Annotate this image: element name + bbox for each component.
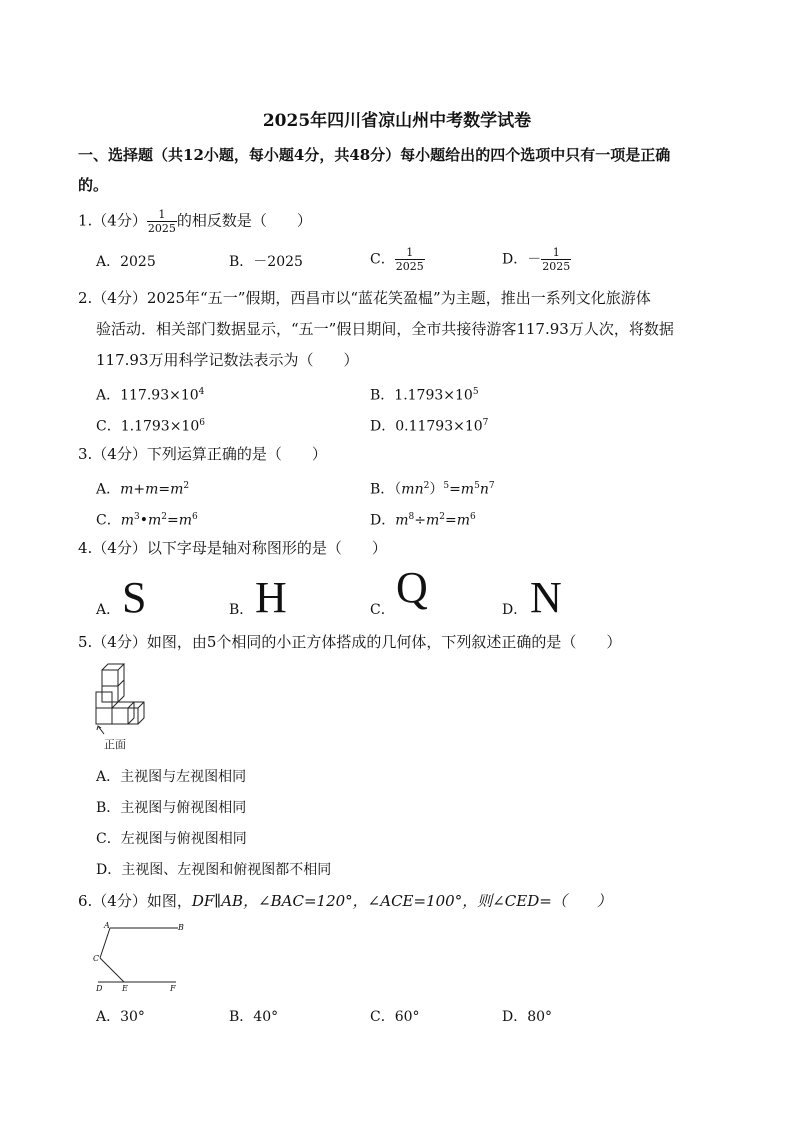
q4-option-d-label[interactable]: D． (502, 602, 528, 618)
q4-option-d-letter: N (530, 573, 562, 622)
exponent: 5 (472, 387, 479, 397)
q4-option-a-letter: S (122, 573, 147, 622)
point-label-a: A (104, 921, 110, 930)
option-label: C． (96, 512, 121, 529)
exponent: 6 (470, 512, 476, 522)
parallel-lines-figure (90, 920, 190, 995)
exponent: 2 (183, 481, 190, 491)
q1-option-a[interactable]: A．2025 (96, 254, 156, 270)
question-1-tail: 的相反数是（ ） (176, 211, 312, 230)
exponent: 8 (408, 512, 415, 522)
q6-option-c[interactable]: C．60° (370, 1009, 420, 1025)
q3-option-c[interactable] (96, 507, 198, 531)
exponent: 7 (488, 481, 495, 491)
exponent: 6 (199, 418, 205, 428)
option-text: D．0.11793×10 (370, 418, 483, 435)
exponent: 6 (192, 512, 198, 522)
question-2-line1: 2.（4分）2025年“五一”假期，西昌市以“蓝花笑盈榅”为主题，推出一系列文化旅游体 (78, 289, 651, 307)
question-2-line2: 验活动．相关部门数据显示，“五一”假日期间，全市共接待游客117.93万人次，将数据 (96, 320, 674, 338)
option-label: B．（ (370, 481, 402, 498)
q6-option-b[interactable]: B．40° (229, 1009, 279, 1025)
q3-option-b[interactable] (370, 476, 495, 500)
question-1 (78, 208, 312, 235)
question-1-fraction (147, 208, 177, 235)
exponent: 3 (134, 512, 140, 522)
section-heading-line1: 一、选择题（共12小题，每小题4分，共48分）每小题给出的四个选项中只有一项是正确 (78, 146, 671, 164)
section-heading-line2: 的。 (78, 176, 109, 194)
question-4: 4.（4分）以下字母是轴对称图形的是（ ） (78, 539, 387, 557)
q5-option-a[interactable]: A．主视图与左视图相同 (96, 769, 247, 785)
q5-option-c[interactable]: C．左视图与俯视图相同 (96, 831, 247, 847)
question-6-number: 6.（4分）如图， (78, 892, 192, 910)
fraction-denominator: 2025 (395, 260, 424, 273)
q5-option-b[interactable]: B．主视图与俯视图相同 (96, 800, 247, 816)
expression: m+m=m (120, 481, 184, 498)
expression: m (395, 512, 409, 529)
question-3: 3.（4分）下列运算正确的是（ ） (78, 445, 327, 463)
q3-option-a[interactable] (96, 476, 189, 500)
page-title: 2025年四川省凉山州中考数学试卷 (262, 111, 532, 131)
q2-option-c[interactable] (96, 413, 205, 437)
option-text: A．117.93×10 (96, 387, 199, 404)
expression: =m (449, 481, 475, 498)
point-label-d: D (96, 984, 103, 993)
q2-option-d[interactable] (370, 413, 488, 437)
expression: n (479, 481, 489, 498)
exponent: 7 (482, 418, 489, 428)
expression: =m (445, 512, 471, 529)
exponent: 5 (443, 481, 450, 491)
q4-option-b-letter: H (255, 573, 287, 622)
expression: =m (167, 512, 193, 529)
q6-option-d[interactable]: D．80° (502, 1009, 553, 1025)
q6-option-a[interactable]: A．30° (96, 1009, 145, 1025)
expression: •m (139, 512, 162, 529)
q5-option-d[interactable]: D．主视图、左视图和俯视图都不相同 (96, 862, 332, 878)
exponent: 2 (423, 481, 430, 491)
exponent: 2 (161, 512, 168, 522)
question-2-line3: 117.93万用科学记数法表示为（ ） (96, 351, 359, 369)
fraction-numerator: 1 (406, 246, 414, 259)
q4-option-c-label[interactable]: C． (370, 602, 395, 618)
q1-option-c[interactable] (370, 246, 425, 273)
option-label: C． (370, 251, 395, 268)
question-1-number: 1.（4分） (78, 211, 147, 230)
q4-option-b-label[interactable]: B． (229, 602, 254, 618)
exponent: 4 (198, 387, 205, 397)
fraction-numerator: 1 (552, 246, 560, 259)
option-d-fraction (541, 246, 571, 273)
q4-option-a-label[interactable]: A． (96, 602, 121, 618)
option-c-fraction (395, 246, 425, 273)
option-label: D．－ (502, 251, 542, 268)
q3-option-d[interactable] (370, 507, 476, 531)
q2-option-a[interactable] (96, 382, 204, 406)
option-text: B．1.1793×10 (370, 387, 473, 404)
option-label: A． (96, 481, 121, 498)
fraction-denominator: 2025 (542, 260, 571, 273)
point-label-f: F (170, 984, 176, 993)
question-6 (78, 891, 612, 911)
exponent: 2 (439, 512, 445, 522)
expression: m (120, 512, 134, 529)
fraction-denominator: 2025 (147, 222, 176, 235)
question-5: 5.（4分）如图，由5个相同的小正方体搭成的几何体，下列叙述正确的是（ ） (78, 633, 622, 651)
option-text: C．1.1793×10 (96, 418, 200, 435)
expression: mn (401, 481, 424, 498)
point-label-b: B (178, 923, 184, 932)
q1-option-d[interactable] (502, 246, 571, 273)
point-label-c: C (93, 954, 100, 963)
q1-option-b[interactable]: B．－2025 (229, 254, 303, 270)
q4-option-c-letter: Q (396, 563, 428, 612)
question-6-condition: DF∥AB，∠BAC=120°，∠ACE=100°，则∠CED=（ ） (191, 892, 612, 910)
option-label: D． (370, 512, 396, 529)
q2-option-b[interactable] (370, 382, 479, 406)
front-view-label: 正面 (104, 738, 126, 751)
exponent: 5 (474, 481, 480, 491)
point-label-e: E (122, 984, 128, 993)
fraction-numerator: 1 (158, 208, 166, 221)
expression: ÷m (414, 512, 440, 529)
paren: ） (429, 481, 444, 498)
